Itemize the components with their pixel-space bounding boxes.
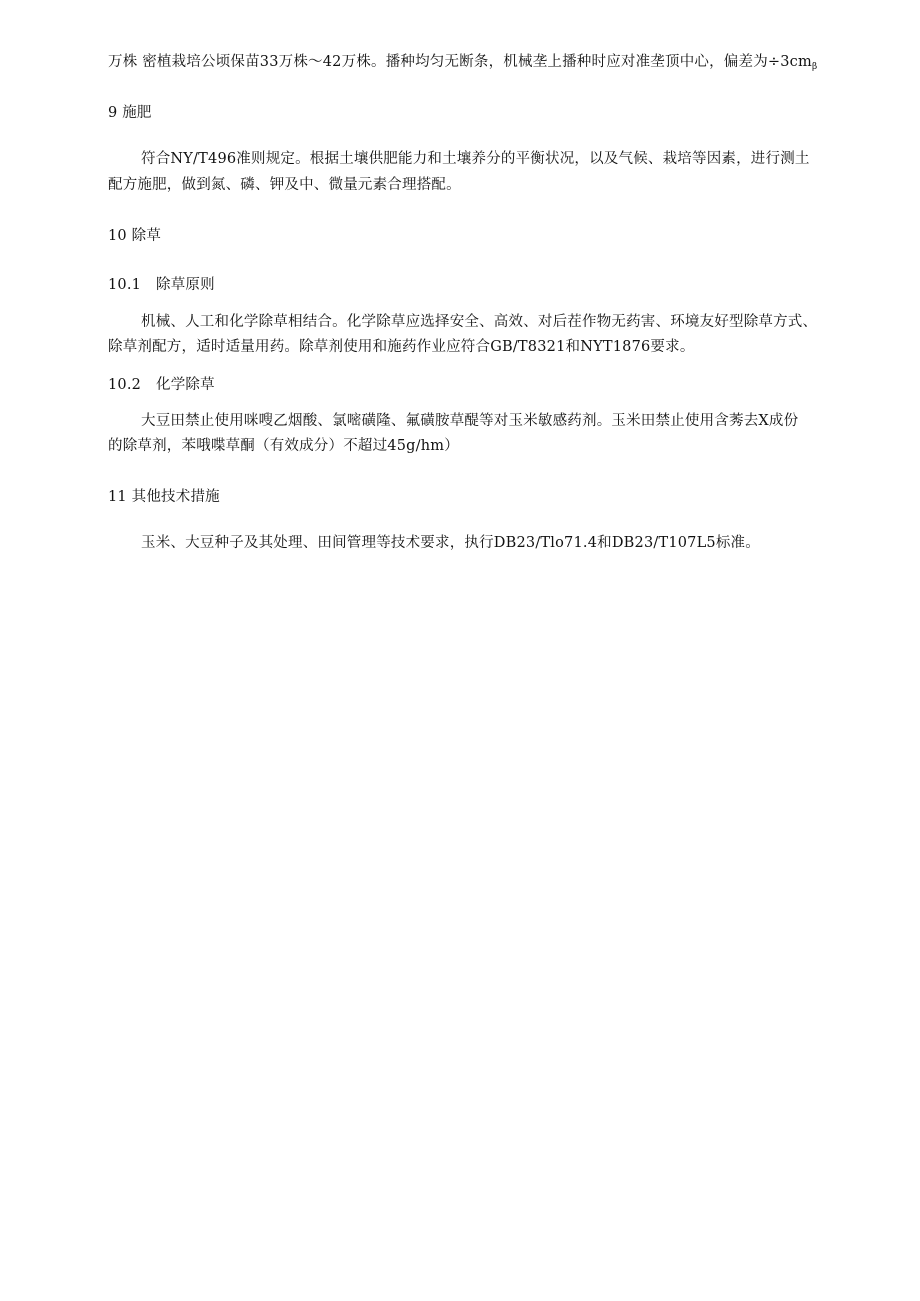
subsection-10-1-para-line-2: 除草剂配方，适时适量用药。除草剂使用和施药作业应符合GB/T8321和NYT1876要求。 [108,339,695,355]
continuation-tail: β [811,62,818,72]
subsection-10-2-number: 10.2 [108,377,142,393]
subsection-10-2-para-line-2: 的除草剂，苯哦喋草酮（有效成分）不超过45g∕hm） [108,438,459,454]
continuation-text: 万株 密植栽培公顷保苗33万株～42万株。播种均匀无断条，机械垄上播种时应对准垄顶中心，偏差为÷3cm [108,54,812,70]
subsection-10-2-heading [108,373,836,397]
section-9-heading: 9 施肥 [108,105,152,121]
subsection-10-1-number: 10.1 [108,277,142,293]
section-10-heading: 10 除草 [108,228,162,244]
subsection-10-2-title: 化学除草 [156,377,215,393]
subsection-10-2-para-line-1: 大豆田禁止使用咪嗖乙烟酸、氯嘧磺隆、氟磺胺草醍等对玉米敏感药剂。玉米田禁止使用含莠去X成份 [141,413,799,429]
section-11-para-line-1: 玉米、大豆种子及其处理、田间管理等技术要求，执行DB23∕Tlo71.4和DB23/T107L5标准。 [141,535,760,551]
subsection-10-1-heading [108,273,836,297]
section-11-heading: 11 其他技术措施 [108,489,220,505]
subsection-10-1-title: 除草原则 [156,277,215,293]
section-9-para-line-2: 配方施肥，做到氮、磷、钾及中、微量元素合理搭配。 [108,177,461,193]
continuation-line [108,50,836,79]
subsection-10-1-para-line-1: 机械、人工和化学除草相结合。化学除草应选择安全、高效、对后茬作物无药害、环境友好型除草方式、 [141,314,818,330]
section-9-para-line-1: 符合NY/T496准则规定。根据土壤供肥能力和土壤养分的平衡状况，以及气候、栽培等因素，进行测土 [141,151,810,167]
